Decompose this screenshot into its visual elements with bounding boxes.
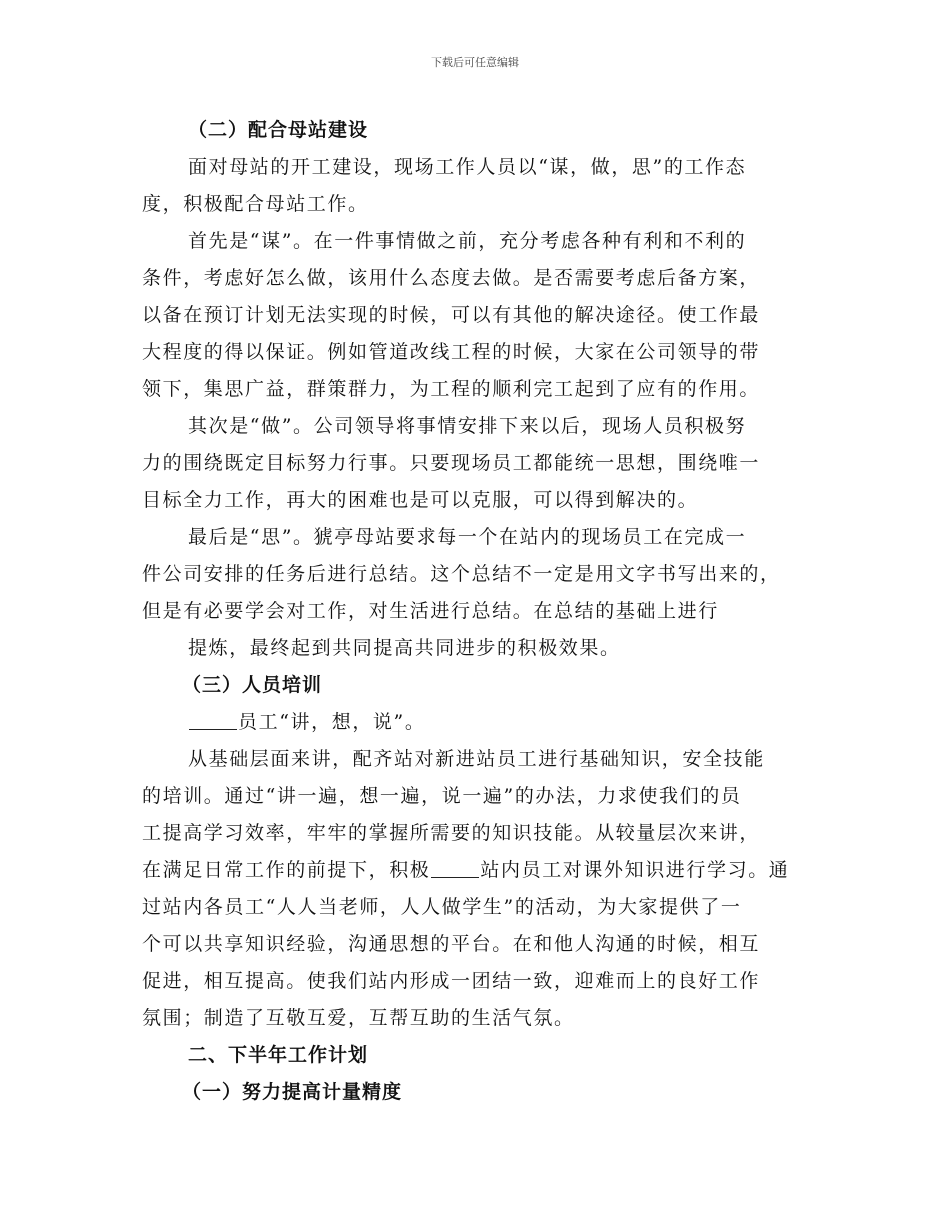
paragraph-line: 工提高学习效率，牢牢的掌握所需要的知识技能。从较量层次来讲， (142, 822, 761, 844)
line-part-before-blank: 在满足日常工作的前提下，积极 (142, 859, 431, 881)
paragraph-line-with-blank (142, 852, 812, 889)
paragraph-line: 其次是“做”。公司领导将事情安排下来以后，现场人员积极努 (188, 415, 747, 437)
paragraph-line: 力的围绕既定目标努力行事。只要现场员工都能统一思想，围绕唯一 (142, 452, 761, 474)
paragraph-line: 条件，考虑好怎么做，该用什么态度去做。是否需要考虑后备方案， (142, 267, 761, 289)
paragraph-line: 首先是“谋”。在一件事情做之前，充分考虑各种有利和不利的 (188, 230, 747, 252)
paragraph-line: 提炼，最终起到共同提高共同进步的积极效果。 (188, 637, 621, 659)
paragraph-line: 氛围；制造了互敬互爱，互帮互助的生活气氛。 (142, 1007, 575, 1029)
paragraph-line: 从基础层面来讲，配齐站对新进站员工进行基础知识，安全技能 (188, 748, 765, 770)
paragraph-line: 目标全力工作，再大的困难也是可以克服，可以得到解决的。 (142, 489, 699, 511)
intro-text: 员工“讲，想，说”。 (238, 711, 426, 733)
page-header: 下载后可任意编辑 (431, 56, 519, 69)
section-heading-plan: 二、下半年工作计划 (188, 1044, 369, 1066)
paragraph-line: 最后是“思”。猇亭母站要求每一个在站内的现场员工在完成一 (188, 526, 747, 548)
paragraph-line: 过站内各员工“人人当老师，人人做学生”的活动，为大家提供了一 (142, 896, 742, 918)
paragraph-line: 面对母站的开工建设，现场工作人员以“谋，做，思”的工作态 (188, 156, 747, 178)
paragraph-line-intro (142, 704, 812, 741)
paragraph-line: 的培训。通过“讲一遍，想一遍，说一遍”的办法，力求使我们的员 (142, 785, 742, 807)
blank-underline (431, 857, 479, 878)
paragraph-line: 领下，集思广益，群策群力，为工程的顺利完工起到了应有的作用。 (142, 378, 761, 400)
section-heading-cooperate: （二）配合母站建设 (188, 119, 369, 141)
paragraph-line: 个可以共享知识经验，沟通思想的平台。在和他人沟通的时候，相互 (142, 933, 761, 955)
section-heading-training: （三）人员培训 (182, 674, 323, 696)
subsection-heading-measurement: （一）努力提高计量精度 (182, 1081, 403, 1103)
line-part-after-blank: 站内员工对课外知识进行学习。通 (480, 859, 790, 881)
paragraph-line: 大程度的得以保证。例如管道改线工程的时候，大家在公司领导的带 (142, 341, 761, 363)
paragraph-line: 以备在预订计划无法实现的时候，可以有其他的解决途径。使工作最 (142, 304, 761, 326)
paragraph-line: 度，积极配合母站工作。 (142, 193, 369, 215)
paragraph-line: 但是有必要学会对工作，对生活进行总结。在总结的基础上进行 (142, 600, 719, 622)
paragraph-line: 件公司安排的任务后进行总结。这个总结不一定是用文字书写出来的， (142, 563, 781, 585)
paragraph-line: 促进，相互提高。使我们站内形成一团结一致，迎难而上的良好工作 (142, 970, 761, 992)
document-body (142, 112, 812, 1111)
blank-underline (189, 709, 237, 730)
